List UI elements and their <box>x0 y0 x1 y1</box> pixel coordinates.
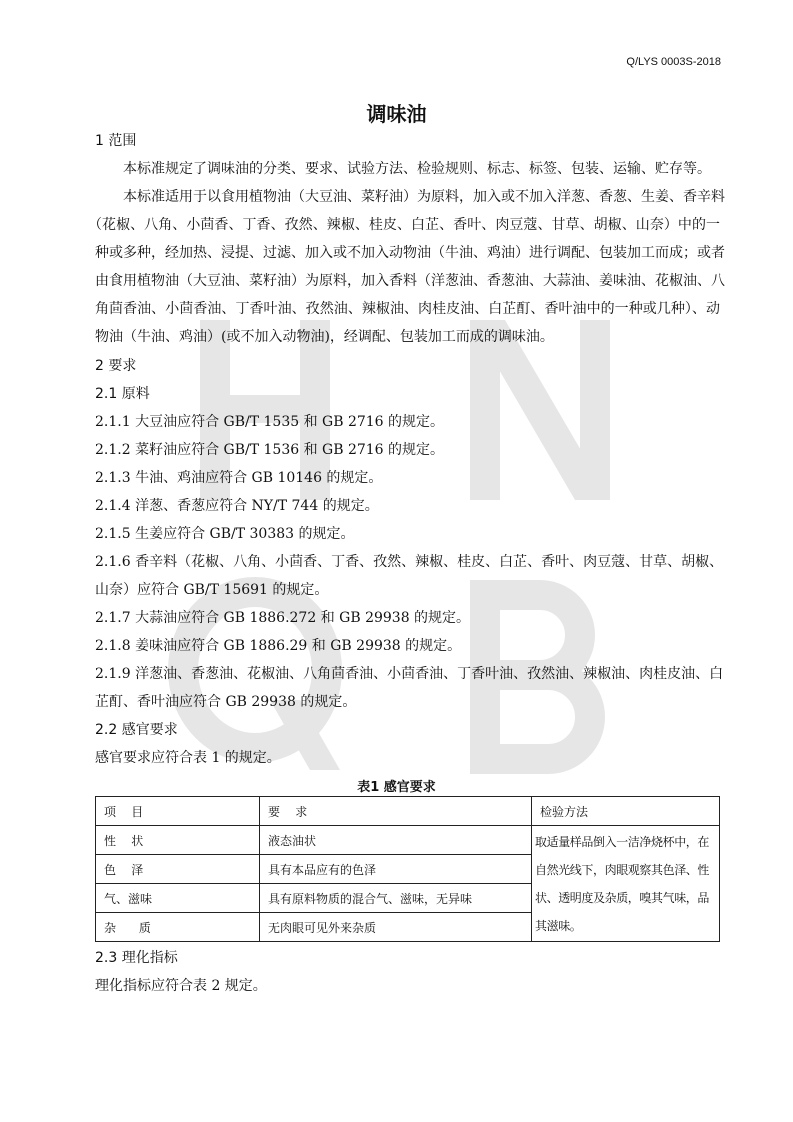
paragraph-line: 本标准适用于以食用植物油（大豆油、菜籽油）为原料，加入或不加入洋葱、香葱、生姜、香辛料 <box>123 189 725 205</box>
section-heading: 2 要求 <box>95 358 137 374</box>
method-line: 取适量样品倒入一洁净烧杯中，在 <box>535 834 710 849</box>
clause-item: 2.1.1 大豆油应符合 GB/T 1535 和 GB 2716 的规定。 <box>95 414 445 430</box>
item-cell: 气、滋味 <box>96 884 260 913</box>
requirement-cell: 无肉眼可见外来杂质 <box>260 913 532 942</box>
paragraph-line: 种或多种，经加热、浸提、过滤、加入或不加入动物油（牛油、鸡油）进行调配、包装加工而成；或者 <box>95 245 725 261</box>
subsection-heading: 2.1 原料 <box>95 386 150 402</box>
document-number: Q/LYS 0003S-2018 <box>626 56 721 68</box>
clause-item: 2.1.7 大蒜油应符合 GB 1886.272 和 GB 29938 的规定。 <box>95 610 471 626</box>
paragraph-line: 物油（牛油、鸡油）(或不加入动物油)，经调配、包装加工而成的调味油。 <box>95 329 554 345</box>
paragraph-line: 理化指标应符合表 2 规定。 <box>95 978 267 994</box>
item-cell: 性 状 <box>96 826 260 855</box>
requirement-cell: 具有本品应有的色泽 <box>260 855 532 884</box>
document-title: 调味油 <box>366 102 427 126</box>
header-cell: 要 求 <box>260 797 532 826</box>
table-caption: 表1 感官要求 <box>357 780 436 795</box>
subsection-heading: 2.3 理化指标 <box>95 950 178 966</box>
paragraph-line: 本标准规定了调味油的分类、要求、试验方法、检验规则、标志、标签、包装、运输、贮存等。 <box>123 161 711 177</box>
method-line: 自然光线下，肉眼观察其色泽、性 <box>535 862 710 877</box>
clause-item: 2.1.8 姜味油应符合 GB 1886.29 和 GB 29938 的规定。 <box>95 638 462 654</box>
clause-item: 2.1.2 菜籽油应符合 GB/T 1536 和 GB 2716 的规定。 <box>95 442 445 458</box>
subsection-heading: 2.2 感官要求 <box>95 722 178 738</box>
method-line: 状、透明度及杂质，嗅其气味，品 <box>535 890 710 905</box>
paragraph-line: 感官要求应符合表 1 的规定。 <box>95 750 281 766</box>
sensory-requirements-table <box>95 796 720 942</box>
requirement-cell: 液态油状 <box>260 826 532 855</box>
clause-item: 2.1.9 洋葱油、香葱油、花椒油、八角茴香油、小茴香油、丁香叶油、孜然油、辣椒油、肉桂皮油、白 <box>95 666 724 682</box>
clause-item: 2.1.5 生姜应符合 GB/T 30383 的规定。 <box>95 526 355 542</box>
paragraph-line: （花椒、八角、小茴香、丁香、孜然、辣椒、桂皮、白芷、香叶、肉豆蔻、甘草、胡椒、山奈）中的一 <box>88 217 720 233</box>
clause-item: 2.1.6 香辛料（花椒、八角、小茴香、丁香、孜然、辣椒、桂皮、白芷、香叶、肉豆蔻、甘草、胡椒、 <box>95 554 724 570</box>
paragraph-line: 角茴香油、小茴香油、丁香叶油、孜然油、辣椒油、肉桂皮油、白芷酊、香叶油中的一种或几种）、动 <box>95 301 720 317</box>
clause-item: 2.1.4 洋葱、香葱应符合 NY/T 744 的规定。 <box>95 498 379 514</box>
clause-item: 2.1.3 牛油、鸡油应符合 GB 10146 的规定。 <box>95 470 383 486</box>
method-line: 其滋味。 <box>535 918 582 933</box>
section-heading: 1 范围 <box>95 133 137 149</box>
paragraph-line: 由食用植物油（大豆油、菜籽油）为原料，加入香料（洋葱油、香葱油、大蒜油、姜味油、花椒油、八 <box>95 273 725 289</box>
table-header-row <box>96 797 720 826</box>
requirement-cell: 具有原料物质的混合气、滋味，无异味 <box>260 884 532 913</box>
header-cell: 项 目 <box>96 797 260 826</box>
header-cell: 检验方法 <box>532 797 720 826</box>
item-cell: 色 泽 <box>96 855 260 884</box>
item-cell: 杂 质 <box>96 913 260 942</box>
clause-item: 山奈）应符合 GB/T 15691 的规定。 <box>95 582 329 598</box>
table-row <box>96 826 720 855</box>
method-cell <box>532 826 720 942</box>
clause-item: 芷酊、香叶油应符合 GB 29938 的规定。 <box>95 694 357 710</box>
